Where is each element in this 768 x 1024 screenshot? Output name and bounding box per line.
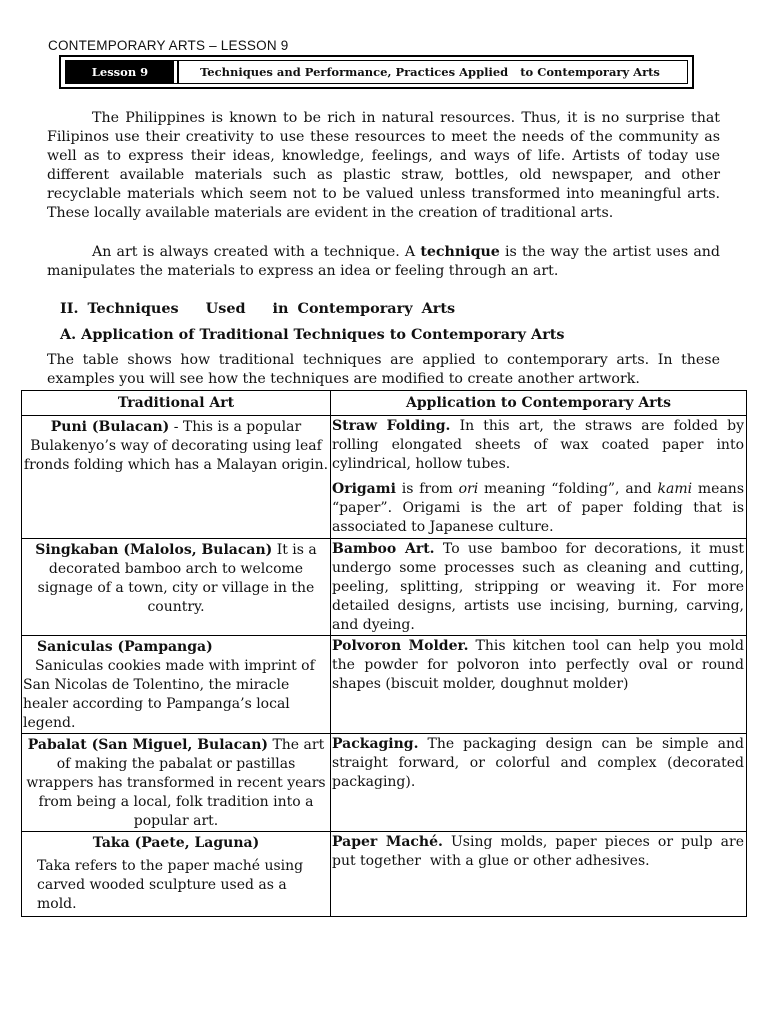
- column-header-application: Application to Contemporary Arts: [331, 391, 747, 416]
- application-cell: Polvoron Molder. This kitchen tool can help you mold the powder for polvoron into perfectly oval or round shapes (biscuit molder, doughnut molder): [331, 636, 747, 734]
- subsection-heading: A. Application of Traditional Techniques to Contemporary Arts: [60, 326, 565, 343]
- column-header-traditional: Traditional Art: [22, 391, 331, 416]
- traditional-cell: Puni (Bulacan) - This is a popular Bulakenyo’s way of decorating using leaf fronds folding which has a Malayan origin.: [22, 416, 331, 539]
- application-cell: Packaging. The packaging design can be simple and straight forward, or colorful and complex (decorated packaging).: [331, 734, 747, 832]
- table-row: [22, 539, 747, 636]
- table-header-row: [22, 391, 747, 416]
- table-row: [22, 832, 747, 917]
- traditional-cell: Pabalat (San Miguel, Bulacan) The art of making the pabalat or pastillas wrappers has transformed in recent years from being a local, folk tradition into a popular art.: [22, 734, 331, 832]
- lesson-title: Techniques and Performance, Practices Applied to Contemporary Arts: [200, 65, 660, 79]
- lesson-number: Lesson 9: [66, 61, 174, 83]
- techniques-table: [21, 390, 753, 917]
- lesson-banner: [59, 55, 694, 89]
- table-row: [22, 734, 747, 832]
- application-cell: Bamboo Art. To use bamboo for decorations, it must undergo some processes such as cleaning and cutting, peeling, splitting, stripping or weaving it. For more detailed designs, artists use incising, burning, carving, and dyeing.: [331, 539, 747, 636]
- traditional-cell: Saniculas (Pampanga) Saniculas cookies made with imprint of San Nicolas de Tolentino, the miracle healer according to Pampanga’s local legend.: [22, 636, 331, 734]
- technique-term: technique: [420, 244, 500, 260]
- intro-paragraph-1: The Philippines is known to be rich in natural resources. Thus, it is no surprise that Filipinos use their creativity to use these resources to meet the needs of the community as well as to express their ideas, knowledge, feelings, and ways of life. Artists of today use different available materials such as plastic straw, bottles, old newspaper, and other recyclable materials which seem not to be valued unless transformed into meaningful arts. These locally available materials are evident in the creation of traditional arts.: [47, 110, 720, 221]
- table-intro: The table shows how traditional techniques are applied to contemporary arts. In these examples you will see how the techniques are modified to create another artwork.: [47, 352, 720, 387]
- document-header: CONTEMPORARY ARTS – LESSON 9: [48, 38, 289, 53]
- table-row: [22, 416, 747, 539]
- table-row: [22, 636, 747, 734]
- application-cell: Paper Maché. Using molds, paper pieces or pulp are put together with a glue or other adhesives.: [331, 832, 747, 917]
- section-heading: II. Techniques Used in Contemporary Arts: [60, 300, 456, 317]
- traditional-cell: Taka (Paete, Laguna) Taka refers to the paper maché using carved wooded sculpture used as a mold.: [22, 832, 331, 917]
- traditional-cell: Singkaban (Malolos, Bulacan) It is a decorated bamboo arch to welcome signage of a town, city or village in the country.: [22, 539, 331, 636]
- intro-paragraph-2: An art is always created with a technique. A technique is the way the artist uses and manipulates the materials to express an idea or feeling through an art.: [47, 244, 720, 279]
- application-cell: Straw Folding. In this art, the straws are folded by rolling elongated sheets of wax coated paper into cylindrical, hollow tubes. Origami is from ori meaning “folding”, and kami means “paper”. Origami is the art of paper folding that is associated to Japanese culture.: [331, 416, 747, 539]
